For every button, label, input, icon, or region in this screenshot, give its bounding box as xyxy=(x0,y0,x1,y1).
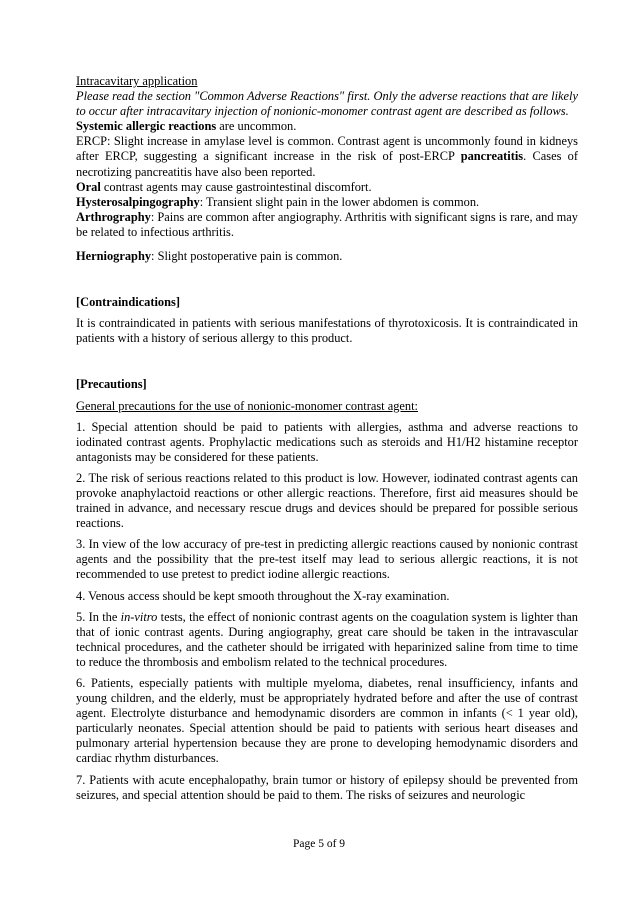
page-footer: Page 5 of 9 xyxy=(292,838,346,850)
precautions-heading: [Precautions] xyxy=(76,377,147,392)
precaution-item-6: 6. Patients, especially patients with multiple myeloma, diabetes, renal insufficiency, infants and young children, and the elderly, must be appropriately hydrated before and after the use of contrast agent. Electrolyte disturbance and hemodynamic disorders are common in infants (< 1 year old), particularly neonates. Special attention should be paid to patients with serious heart diseases and pulmonary arterial hypertension because they are prone to developing hemodynamic disorders and cardiac rhythm disturbances. xyxy=(76,676,578,766)
document-body xyxy=(76,74,578,803)
systemic-term: Systemic allergic reactions xyxy=(76,119,217,134)
hernio-term: Herniography xyxy=(76,249,152,264)
hsg-text: : Transient slight pain in the lower abdomen is common. xyxy=(199,194,480,209)
oral-text: contrast agents may cause gastrointestinal discomfort. xyxy=(100,179,372,194)
hernio-paragraph xyxy=(76,249,578,264)
p5-italic: in-vitro xyxy=(120,609,158,624)
hsg-paragraph xyxy=(76,195,578,210)
contraindications-heading: [Contraindications] xyxy=(76,295,180,310)
contraindications-text: It is contraindicated in patients with serious manifestations of thyrotoxicosis. It is contraindicated in patients with a history of serious allergy to this product. xyxy=(76,316,578,346)
oral-term: Oral xyxy=(76,179,101,194)
precaution-item-1: 1. Special attention should be paid to patients with allergies, asthma and adverse reactions to iodinated contrast agents. Prophylactic medications such as steroids and H1/H2 histamine receptor antagonists may be considered for these patients. xyxy=(76,419,578,464)
ercp-term: pancreatitis xyxy=(460,149,524,164)
intro-note: Please read the section "Common Adverse Reactions" first. Only the adverse reactions that are likely to occur after intracavitary injection of nonionic-monomer contrast agent are described as follows. xyxy=(76,89,578,119)
intracavitary-heading: Intracavitary application xyxy=(76,74,198,88)
ercp-paragraph xyxy=(76,134,578,179)
arthro-term: Arthrography xyxy=(76,209,151,224)
ercp-text-1: ERCP: Slight increase in amylase level is common. Contrast agent is uncommonly found in kidneys after ERCP, suggesting a significant increase in the risk of post-ERCP xyxy=(76,134,578,164)
ercp-text-2: . Cases of necrotizing pancreatitis have also been reported. xyxy=(76,149,578,179)
precautions-subheading: General precautions for the use of nonionic-monomer contrast agent: xyxy=(76,398,419,413)
p5-text-b: tests, the effect of nonionic contrast agents on the coagulation system is lighter than that of ionic contrast agents. During angiography, great care should be taken in the intravascular technical procedures, and the catheter should be irrigated with heparinized saline from time to time to reduce the thrombosis and embolism related to the technical procedures. xyxy=(76,609,578,669)
hsg-term: Hysterosalpingography xyxy=(76,194,200,209)
arthro-paragraph xyxy=(76,210,578,240)
systemic-text: are uncommon. xyxy=(216,119,297,134)
p5-text-a: 5. In the xyxy=(76,609,121,624)
precaution-item-7: 7. Patients with acute encephalopathy, brain tumor or history of epilepsy should be prevented from seizures, and special attention should be paid to them. The risks of seizures and neurologic xyxy=(76,772,578,802)
precaution-item-4: 4. Venous access should be kept smooth throughout the X-ray examination. xyxy=(76,588,450,603)
precaution-item-2: 2. The risk of serious reactions related to this product is low. However, iodinated contrast agents can provoke anaphylactoid reactions or other allergic reactions. Therefore, first aid measures should be trained in advance, and necessary rescue drugs and devices should be prepared for possible serious reactions. xyxy=(76,470,578,531)
arthro-text: : Pains are common after angiography. Arthritis with significant signs is rare, and may be related to infectious arthritis. xyxy=(76,209,578,239)
systemic-paragraph xyxy=(76,119,578,134)
oral-paragraph xyxy=(76,180,578,195)
precaution-item-3: 3. In view of the low accuracy of pre-test in predicting allergic reactions caused by nonionic contrast agents and the possibility that the pre-test itself may lead to serious allergic reactions, it is not recommended to use pretest to predict iodine allergic reactions. xyxy=(76,537,578,582)
hernio-text: : Slight postoperative pain is common. xyxy=(151,249,343,264)
precaution-item-5 xyxy=(76,610,578,670)
